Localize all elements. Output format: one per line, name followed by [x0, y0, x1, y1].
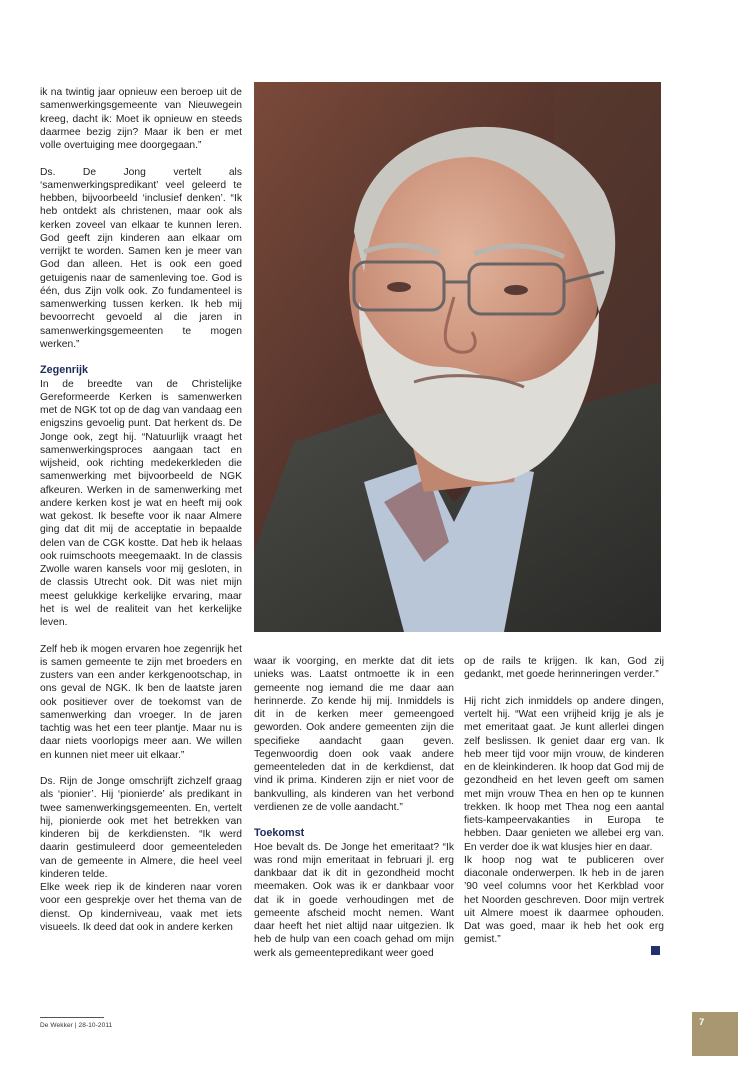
- portrait-photo: [254, 82, 661, 632]
- paragraph: Ik hoop nog wat te publiceren over diaconale onderwerpen. Ik heb in de jaren ’90 veel columns voor het Kerkblad voor het Noorden geschreven. Door mijn vertrek uit Almere moest ik daarmee ophouden. Dat was goed, maar ik heb het ook erg gemist.”: [464, 854, 664, 946]
- paragraph: Hij richt zich inmiddels op andere dingen, vertelt hij. “Wat een vrijheid krijg je als je met emeritaat gaat. Je kunt allerlei dingen zelf beslissen. Ik geniet daar erg van. Ik heb meer tijd voor mijn vrouw, de kinderen en de kleinkinderen. Ik hoop dat God mij de gezondheid en het leven geeft om samen met mijn vrouw Thea en hen op te kunnen trekken. Ik hoop met Thea nog een aantal fiets-kampeervakanties in Europa te hebben. Daar genieten we allebei erg van. En verder doe ik wat klusjes hier en daar.: [464, 695, 664, 853]
- article-column-left: [40, 86, 242, 934]
- paragraph: op de rails te krijgen. Ik kan, God zij gedankt, met goede herinneringen verder.”: [464, 656, 664, 681]
- article-column-middle: [254, 655, 454, 960]
- paragraph: waar ik voorging, en merkte dat dit iets unieks was. Laatst ontmoette ik in een gemeente nog iemand die me daar aan herinnerde. Zo kende hij mij. Inmiddels is dit in de kerken meer gemeengoed geworden. Ook andere gemeenten zijn die specifieke aandacht gaan geven. Tegenwoordig doen ook vaak andere gemeenteleden dat in de kerkdienst, dat vind ik prima. Kinderen zijn er niet voor de bankvulling, als kinderen van het verbond verdienen ze de volle aandacht.”: [254, 656, 454, 813]
- footer-divider: [40, 1017, 104, 1018]
- paragraph: Hoe bevalt ds. De Jonge het emeritaat? “Ik was rond mijn emeritaat in februari jl. erg dankbaar dat ik dit in gezondheid mocht meemaken. Ook was ik er dankbaar voor dat ik in goede verhoudingen met de gemeente afscheid mocht nemen. Want daar heeft het niet altijd naar uitgezien. Ik heb de hulp van een coach gehad om mijn werk als gemeentepredikant weer goed: [254, 841, 454, 959]
- paragraph: Ds. De Jong vertelt als ‘samenwerkingspredikant’ veel geleerd te hebben, bijvoorbeeld ‘inclusief denken’. “Ik heb ontdekt als christenen, maar ook als kerken zoveel van elkaar te kunnen leren. God geeft zijn kinderen aan elkaar om verrijkt te worden. Samen ken je meer van God dan alleen. Het is ook een goed getuigenis naar de samenleving toe. God is één, dus Zijn volk ook. Zo fundamenteel is samenwerking tussen kerken. Ik heb mij bevoorrecht gevoeld al die jaren in samenwerkingsgemeenten te mogen werken.”: [40, 166, 242, 350]
- portrait-illustration: [254, 82, 661, 632]
- end-of-article-mark: [651, 946, 660, 955]
- paragraph: In de breedte van de Christelijke Gereformeerde Kerken is samenwerken met de NGK tot op de dag van vandaag een enigszins gevoelig punt. Dat herkent ds. De Jonge ook, zegt hij. “Natuurlijk vraagt het samenwerkingsproces aangaan tact en wijsheid, ook richting medekerkleden die samenwerking met bijvoorbeeld de NGK afkeuren. Werken in de samenwerking met andere kerken kost je wat en heeft mij ook wat gekost. Ik besefte voor ik naar Almere ging dat dit mij de acceptatie in bepaalde delen van de CGK kostte. Dat heb ik helaas ook ruimschoots meegemaakt. In de classis Zwolle waren kansels voor mij gesloten, in de classis Utrecht ook. Dit was niet mijn meest gelukkige kerkelijke ervaring, maar het is wel de realiteit van het kerkelijke leven.: [40, 378, 242, 628]
- paragraph: Zelf heb ik mogen ervaren hoe zegenrijk het is samen gemeente te zijn met broeders en zusters van een ander kerkgenootschap, in ons geval de NGK. Ik ben de laatste jaren ook positiever over de toekomst van de samenwerking dan vroeger. In de jaren tachtig was het een teer plantje. Maar nu is daar niets voorlopigs meer aan. We willen en kunnen niet meer uit elkaar.”: [40, 643, 242, 761]
- paragraph: Ds. Rijn de Jonge omschrijft zichzelf graag als ‘pionier’. Hij ‘pionierde’ als predikant in twee samenwerkingsgemeenten. En, vertelt hij, pionierde ook met het betrekken van kinderen bij de kerkdiensten. “Ik werd daarin gestimuleerd door gemeenteleden van de gemeente in Almere, die heel veel kinderen telde.: [40, 776, 242, 880]
- footer-publication: De Wekker | 28-10-2011: [40, 1022, 113, 1029]
- paragraph: Elke week riep ik de kinderen naar voren voor een gesprekje over het thema van de dienst. Op kinderniveau, vaak met iets visueels. Ik deed dat ook in andere kerken: [40, 882, 242, 933]
- article-column-right: [464, 655, 664, 947]
- paragraph: ik na twintig jaar opnieuw een beroep uit de samenwerkingsgemeente van Nieuwegein kreeg, dacht ik: Moet ik opnieuw en steeds daarmee bezig zijn? Maar ik ben er met volle overtuiging mee doorgegaan.”: [40, 87, 242, 151]
- page-number: 7: [699, 1017, 705, 1028]
- subheading-toekomst: Toekomst: [254, 827, 305, 840]
- subheading-zegenrijk: Zegenrijk: [40, 364, 89, 377]
